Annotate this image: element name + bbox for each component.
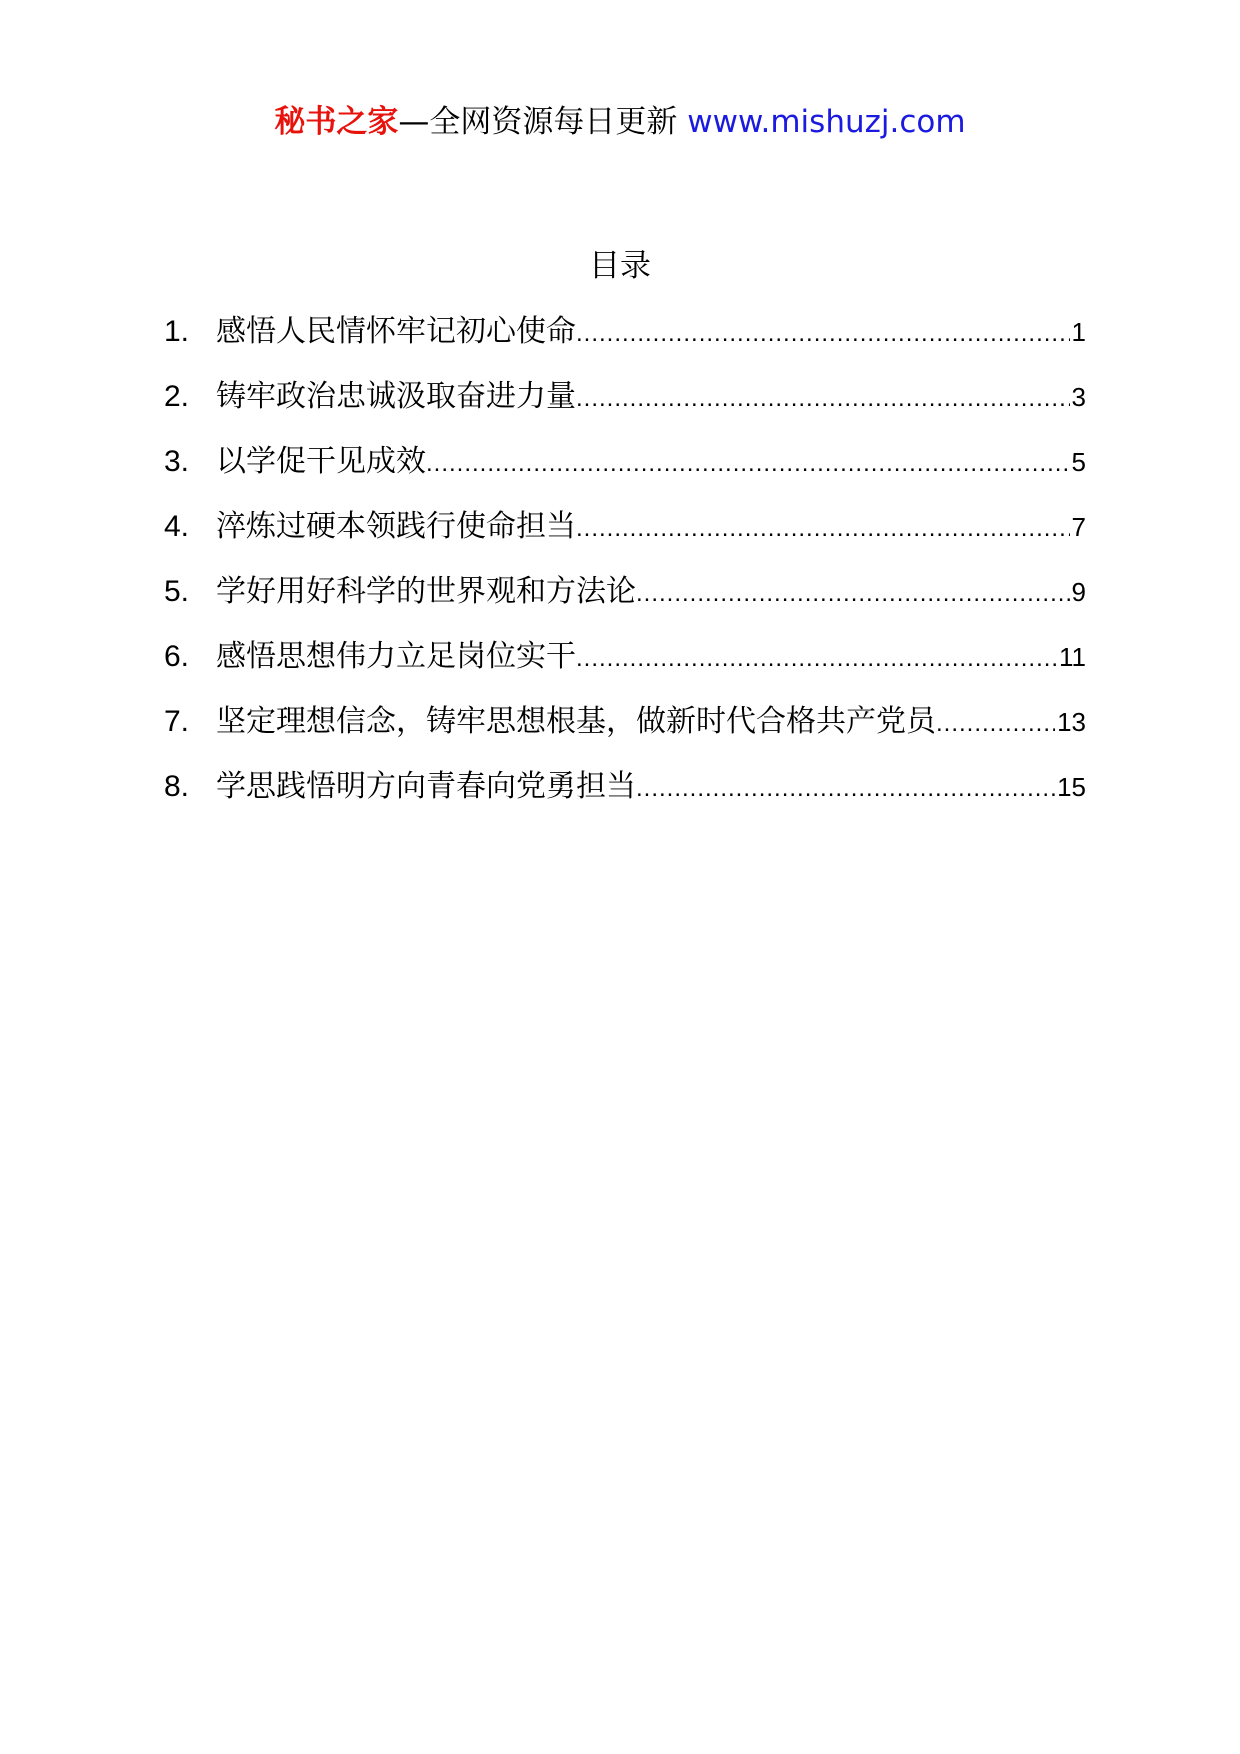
brand-name: 秘书之家 <box>274 104 399 140</box>
toc-dot-leader <box>636 572 1070 616</box>
toc-entry[interactable] <box>164 375 1086 440</box>
header-tagline: —全网资源每日更新 <box>398 104 688 140</box>
toc-entry-page: 9 <box>1071 577 1086 607</box>
toc-entry-page: 15 <box>1057 772 1086 802</box>
toc-entry-number: 2. <box>164 380 190 413</box>
toc-entry-page: 7 <box>1071 512 1086 542</box>
table-of-contents <box>164 310 1086 830</box>
toc-entry[interactable] <box>164 570 1086 635</box>
toc-dot-leader <box>576 507 1070 551</box>
toc-entry-number: 4. <box>164 510 190 543</box>
toc-entry-title: 坚定理想信念，铸牢思想根基，做新时代合格共产党员 <box>216 704 936 739</box>
toc-entry[interactable] <box>164 700 1086 765</box>
toc-entry-title: 感悟人民情怀牢记初心使命 <box>216 314 576 349</box>
toc-entry-title: 学思践悟明方向青春向党勇担当 <box>216 769 636 804</box>
toc-entry[interactable] <box>164 505 1086 570</box>
toc-entry-number: 7. <box>164 705 190 738</box>
toc-entry-title: 淬炼过硬本领践行使命担当 <box>216 509 576 544</box>
toc-entry-title: 感悟思想伟力立足岗位实干 <box>216 639 576 674</box>
toc-dot-leader <box>576 637 1057 681</box>
toc-dot-leader <box>426 442 1070 486</box>
toc-entry-number: 3. <box>164 445 190 478</box>
toc-title: 目录 <box>589 248 651 284</box>
site-url-link[interactable]: www.mishuzj.com <box>687 104 966 140</box>
toc-dot-leader <box>636 767 1055 811</box>
toc-entry-page: 13 <box>1057 707 1086 737</box>
toc-entry-title: 铸牢政治忠诚汲取奋进力量 <box>216 379 576 414</box>
toc-entry-number: 8. <box>164 770 190 803</box>
toc-entry[interactable] <box>164 440 1086 505</box>
toc-entry-page: 3 <box>1071 382 1086 412</box>
toc-entry-number: 6. <box>164 640 190 673</box>
toc-entry-number: 5. <box>164 575 190 608</box>
toc-entry[interactable] <box>164 310 1086 375</box>
toc-entry[interactable] <box>164 635 1086 700</box>
toc-dot-leader <box>936 702 1055 746</box>
toc-entry-page: 11 <box>1059 642 1086 672</box>
toc-entry-number: 1. <box>164 315 190 348</box>
toc-entry-title: 以学促干见成效 <box>216 444 426 479</box>
toc-entry-page: 1 <box>1071 317 1086 347</box>
toc-dot-leader <box>576 312 1070 356</box>
toc-entry[interactable] <box>164 765 1086 830</box>
toc-entry-page: 5 <box>1071 447 1086 477</box>
toc-dot-leader <box>576 377 1070 421</box>
page-header <box>0 100 1240 144</box>
toc-entry-title: 学好用好科学的世界观和方法论 <box>216 574 636 609</box>
